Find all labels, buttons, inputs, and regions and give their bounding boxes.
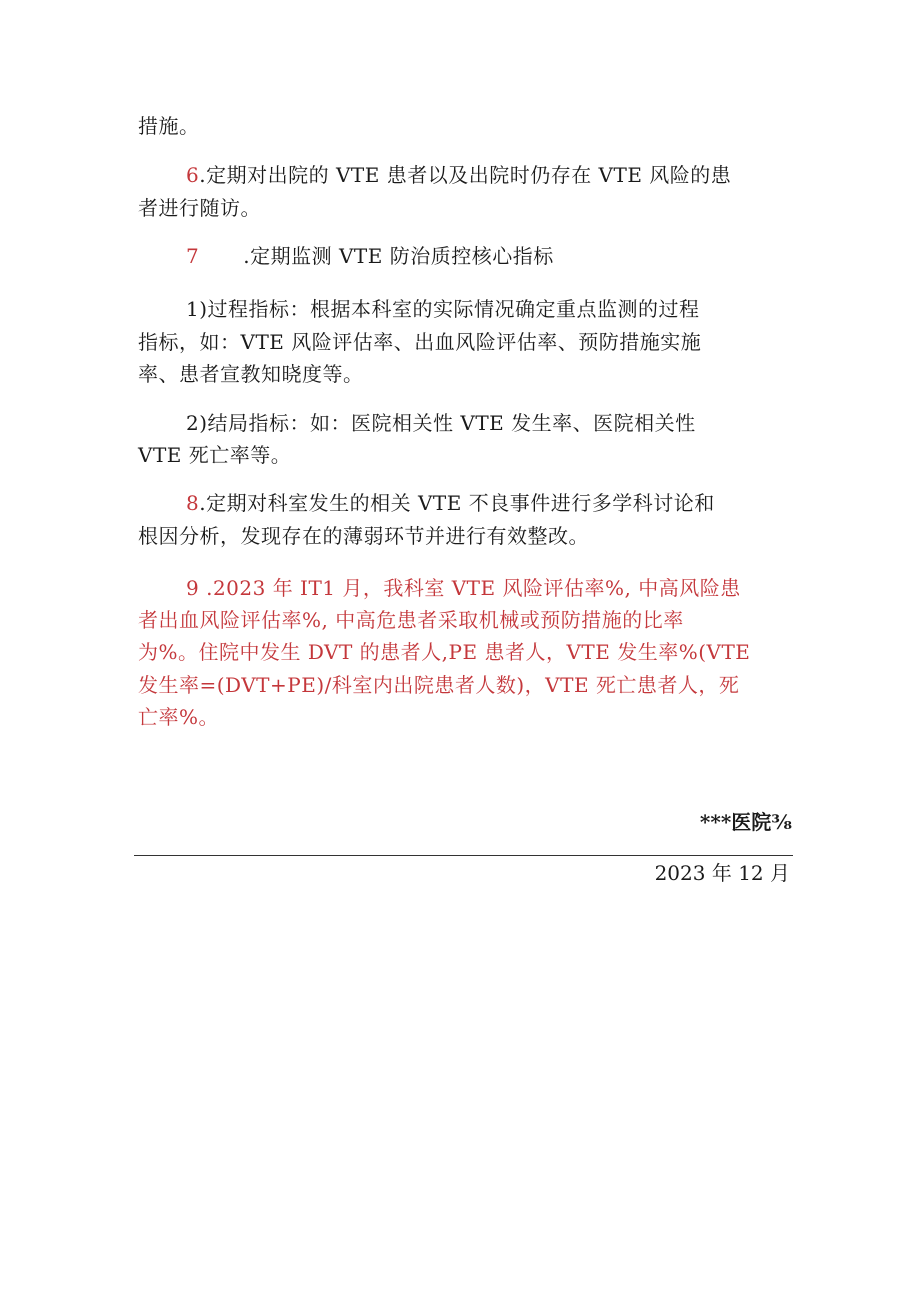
sub-1-line-1: 1)过程指标：根据本科室的实际情况确定重点监测的过程	[186, 297, 700, 321]
item-9-line-3: 为%。住院中发生 DVT 的患者人,PE 患者人，VTE 发生率%(VTE	[138, 640, 751, 664]
sub-2-line-1: 2)结局指标：如：医院相关性 VTE 发生率、医院相关性	[186, 411, 696, 435]
item-9-line-1: 9 .2023 年 IT1 月，我科室 VTE 风险评估率%, 中高风险患	[186, 576, 741, 600]
sub-1-line-2: 指标，如：VTE 风险评估率、出血风险评估率、预防措施实施	[138, 330, 702, 354]
item-6-line-2: 者进行随访。	[138, 196, 261, 220]
item-7-line-1	[186, 244, 554, 268]
item-6-number: 6	[186, 163, 200, 187]
item-8-number: 8	[186, 491, 200, 515]
document-date: 2023 年 12 月	[654, 861, 790, 885]
item-6-text-1: .定期对出院的 VTE 患者以及出院时仍存在 VTE 风险的患	[199, 163, 732, 187]
item-8-line-2: 根因分析，发现存在的薄弱环节并进行有效整改。	[138, 524, 589, 548]
hospital-signature: ***医院⅜	[699, 810, 792, 834]
paragraph-measures-tail: 措施。	[138, 114, 200, 138]
item-9-line-5: 亡率%。	[138, 705, 220, 729]
item-7-number: 7	[186, 244, 200, 268]
item-8-text-1: .定期对科室发生的相关 VTE 不良事件进行多学科讨论和	[199, 491, 715, 515]
item-6-line-1	[186, 163, 731, 187]
signature-divider	[134, 855, 793, 856]
item-9-line-4: 发生率=(DVT+PE)/科室内出院患者人数)，VTE 死亡患者人，死	[138, 673, 740, 697]
item-7-text-1: .定期监测 VTE 防治质控核心指标	[243, 244, 554, 268]
item-8-line-1	[186, 491, 715, 515]
sub-2-line-2: VTE 死亡率等。	[138, 443, 292, 467]
item-9-line-2: 者出血风险评估率%, 中高危患者采取机械或预防措施的比率	[138, 608, 684, 632]
sub-1-line-3: 率、患者宣教知晓度等。	[138, 362, 364, 386]
